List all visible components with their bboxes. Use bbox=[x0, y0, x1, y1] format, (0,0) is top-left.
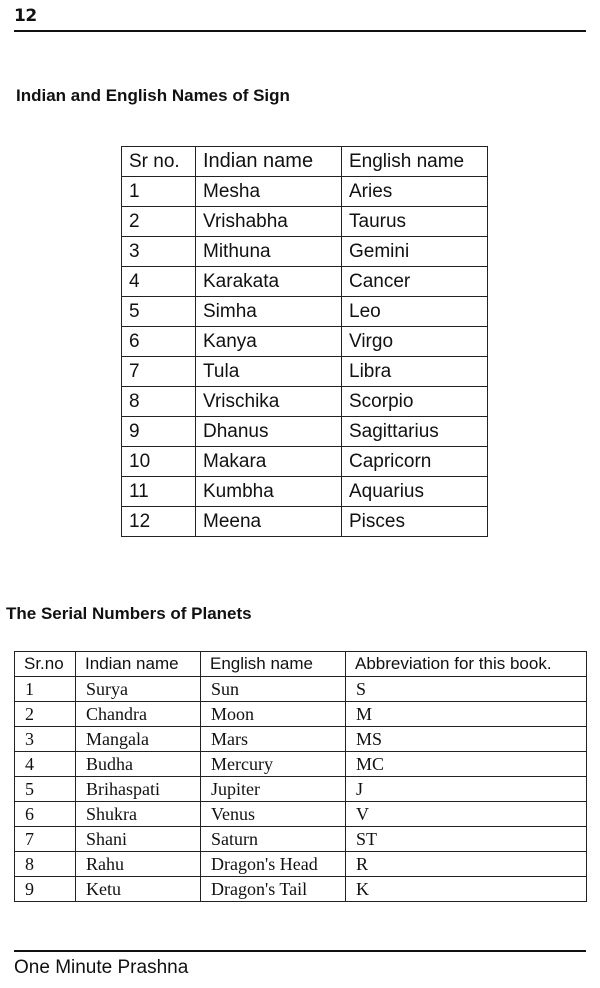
table-row bbox=[122, 447, 488, 477]
table-cell: Vrischika bbox=[196, 387, 342, 417]
table-cell: ST bbox=[346, 827, 587, 852]
table-cell: 6 bbox=[15, 802, 76, 827]
table-cell: Simha bbox=[196, 297, 342, 327]
table-cell: 1 bbox=[122, 177, 196, 207]
table-row bbox=[122, 177, 488, 207]
table-cell: Chandra bbox=[76, 702, 201, 727]
sign-names-table bbox=[121, 146, 488, 537]
table-cell: 12 bbox=[122, 507, 196, 537]
table-row bbox=[122, 507, 488, 537]
table-cell: Leo bbox=[342, 297, 488, 327]
table-cell: Mesha bbox=[196, 177, 342, 207]
table-row bbox=[122, 207, 488, 237]
table-cell: 9 bbox=[122, 417, 196, 447]
table-cell: Budha bbox=[76, 752, 201, 777]
table-cell: 10 bbox=[122, 447, 196, 477]
table-cell: S bbox=[346, 677, 587, 702]
table-cell: Makara bbox=[196, 447, 342, 477]
column-header: Sr no. bbox=[122, 147, 196, 177]
table-row bbox=[15, 702, 587, 727]
table-cell: Cancer bbox=[342, 267, 488, 297]
table-cell: 9 bbox=[15, 877, 76, 902]
table-cell: Karakata bbox=[196, 267, 342, 297]
table-cell: Sun bbox=[201, 677, 346, 702]
table-row bbox=[122, 297, 488, 327]
table-cell: Shani bbox=[76, 827, 201, 852]
table-cell: Surya bbox=[76, 677, 201, 702]
header-rule bbox=[14, 30, 586, 32]
table-row bbox=[122, 357, 488, 387]
table-cell: Shukra bbox=[76, 802, 201, 827]
column-header: Indian name bbox=[196, 147, 342, 177]
sign-table-heading: Indian and English Names of Sign bbox=[16, 86, 290, 105]
column-header: Sr.no bbox=[15, 652, 76, 677]
table-cell: Mithuna bbox=[196, 237, 342, 267]
table-cell: Aquarius bbox=[342, 477, 488, 507]
table-cell: Brihaspati bbox=[76, 777, 201, 802]
table-cell: Mars bbox=[201, 727, 346, 752]
table-cell: Meena bbox=[196, 507, 342, 537]
table-cell: 3 bbox=[15, 727, 76, 752]
table-row bbox=[15, 677, 587, 702]
table-cell: Virgo bbox=[342, 327, 488, 357]
table-row bbox=[122, 267, 488, 297]
table-cell: Kanya bbox=[196, 327, 342, 357]
table-cell: 5 bbox=[122, 297, 196, 327]
table-cell: Capricorn bbox=[342, 447, 488, 477]
table-cell: Libra bbox=[342, 357, 488, 387]
table-cell: 8 bbox=[122, 387, 196, 417]
table-cell: Pisces bbox=[342, 507, 488, 537]
table-cell: M bbox=[346, 702, 587, 727]
table-row bbox=[15, 752, 587, 777]
table-cell: 3 bbox=[122, 237, 196, 267]
table-row bbox=[122, 237, 488, 267]
table-row bbox=[15, 777, 587, 802]
table-cell: 6 bbox=[122, 327, 196, 357]
table-row bbox=[122, 417, 488, 447]
column-header: English name bbox=[201, 652, 346, 677]
table-cell: 2 bbox=[15, 702, 76, 727]
table-cell: K bbox=[346, 877, 587, 902]
table-cell: 4 bbox=[15, 752, 76, 777]
table-cell: Gemini bbox=[342, 237, 488, 267]
table-cell: 11 bbox=[122, 477, 196, 507]
page-number: 12 bbox=[14, 6, 37, 26]
footer-rule bbox=[14, 950, 586, 952]
table-cell: Taurus bbox=[342, 207, 488, 237]
table-cell: Moon bbox=[201, 702, 346, 727]
table-row bbox=[122, 387, 488, 417]
table-cell: R bbox=[346, 852, 587, 877]
table-cell: Venus bbox=[201, 802, 346, 827]
column-header: Indian name bbox=[76, 652, 201, 677]
table-cell: Dragon's Tail bbox=[201, 877, 346, 902]
column-header: English name bbox=[342, 147, 488, 177]
table-cell: 7 bbox=[122, 357, 196, 387]
table-cell: Tula bbox=[196, 357, 342, 387]
table-cell: 4 bbox=[122, 267, 196, 297]
table-cell: Sagittarius bbox=[342, 417, 488, 447]
table-cell: Dhanus bbox=[196, 417, 342, 447]
table-row bbox=[15, 827, 587, 852]
table-row bbox=[15, 727, 587, 752]
table-cell: Kumbha bbox=[196, 477, 342, 507]
book-title-footer: One Minute Prashna bbox=[14, 957, 189, 978]
table-row bbox=[15, 877, 587, 902]
table-cell: 7 bbox=[15, 827, 76, 852]
column-header: Abbreviation for this book. bbox=[346, 652, 587, 677]
table-cell: MS bbox=[346, 727, 587, 752]
planet-table-heading: The Serial Numbers of Planets bbox=[6, 604, 252, 623]
table-cell: J bbox=[346, 777, 587, 802]
table-row bbox=[15, 852, 587, 877]
table-cell: Mangala bbox=[76, 727, 201, 752]
table-header-row bbox=[122, 147, 488, 177]
planet-numbers-table bbox=[14, 651, 587, 902]
table-cell: MC bbox=[346, 752, 587, 777]
table-row bbox=[122, 477, 488, 507]
table-cell: Jupiter bbox=[201, 777, 346, 802]
table-cell: Aries bbox=[342, 177, 488, 207]
table-cell: Mercury bbox=[201, 752, 346, 777]
table-cell: Rahu bbox=[76, 852, 201, 877]
table-cell: 1 bbox=[15, 677, 76, 702]
table-cell: 5 bbox=[15, 777, 76, 802]
table-cell: Dragon's Head bbox=[201, 852, 346, 877]
table-row bbox=[122, 327, 488, 357]
table-cell: 2 bbox=[122, 207, 196, 237]
table-cell: V bbox=[346, 802, 587, 827]
table-header-row bbox=[15, 652, 587, 677]
table-cell: Scorpio bbox=[342, 387, 488, 417]
table-cell: Ketu bbox=[76, 877, 201, 902]
table-cell: 8 bbox=[15, 852, 76, 877]
table-cell: Vrishabha bbox=[196, 207, 342, 237]
table-row bbox=[15, 802, 587, 827]
table-cell: Saturn bbox=[201, 827, 346, 852]
